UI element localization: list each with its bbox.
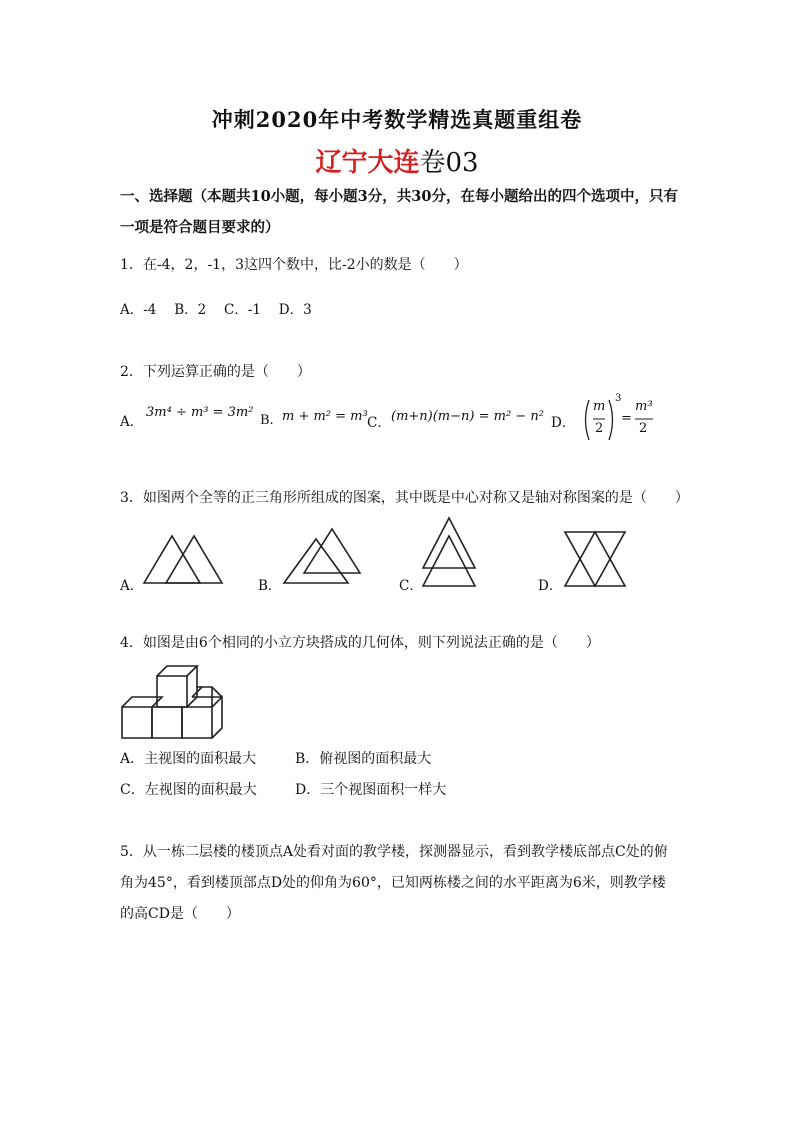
- figure-a-triangles: [140, 533, 230, 589]
- question-3-label-a: A．: [120, 578, 144, 594]
- question-2-option-c-label: C．: [367, 415, 391, 431]
- question-2-option-a-expr: 3m⁴ ÷ m³ = 3m²: [146, 405, 254, 420]
- question-5-line-1: 5．从一栋二层楼的楼顶点A处看对面的教学楼，探测器显示，看到教学楼底部点C处的俯: [120, 844, 668, 860]
- frac-num: m: [593, 399, 606, 414]
- question-2-option-d-expr: [583, 393, 663, 443]
- question-2-option-a-label: A．: [120, 414, 144, 430]
- frac-exponent: 3: [615, 393, 622, 404]
- page-subtitle: [0, 142, 794, 179]
- rhs-den: 2: [639, 421, 648, 436]
- question-2-option-b-label: B.: [260, 413, 274, 428]
- equals-sign: =: [621, 411, 632, 426]
- question-4-stem: 4．如图是由6个相同的小立方块搭成的几何体，则下列说法正确的是（ ）: [120, 635, 600, 651]
- question-4-option-a: A．主视图的面积最大: [120, 751, 257, 767]
- subtitle-region: 辽宁大连: [315, 148, 420, 178]
- question-3-stem: 3．如图两个全等的正三角形所组成的图案，其中既是中心对称又是轴对称图案的是（ ）: [120, 490, 689, 506]
- question-1-choices: A．-4 B．2 C．-1 D．3: [120, 302, 312, 318]
- question-3-label-b: B．: [258, 578, 282, 594]
- figure-c-triangles: [420, 516, 480, 590]
- question-4-option-d: D．三个视图面积一样大: [295, 782, 447, 798]
- section-heading: 一、选择题（本题共10小题，每小题3分，共30分，在每小题给出的四个选项中，只有一项是符合题目要求的）: [120, 188, 678, 236]
- question-5-line-2: 角为45°，看到楼顶部点D处的仰角为60°，已知两栋楼之间的水平距离为6米，则教学楼: [120, 875, 666, 891]
- figure-cube-stack: [120, 660, 230, 740]
- rhs-num: m³: [635, 399, 653, 414]
- question-4-option-c: C．左视图的面积最大: [120, 782, 257, 798]
- question-5-line-3: 的高CD是（ ）: [120, 906, 240, 922]
- question-1-stem: 1．在-4，2，-1，3这四个数中，比-2小的数是（ ）: [120, 257, 468, 273]
- figure-b-triangles: [280, 525, 370, 585]
- frac-den: 2: [595, 421, 604, 436]
- subtitle-paper: 卷03: [419, 148, 479, 178]
- question-2-stem: 2．下列运算正确的是（ ）: [120, 364, 311, 380]
- question-3-label-d: D．: [538, 578, 563, 594]
- question-3-label-c: C．: [399, 578, 423, 594]
- question-4-option-b: B．俯视图的面积最大: [295, 751, 432, 767]
- question-2-option-d-label: D．: [551, 415, 576, 431]
- figure-d-triangles: [562, 530, 630, 588]
- question-2-option-c-expr: (m+n)(m−n) = m² − n²: [391, 409, 544, 424]
- page-title: 冲刺2020年中考数学精选真题重组卷: [211, 107, 583, 132]
- question-2-option-b-expr: m + m² = m³: [282, 409, 368, 424]
